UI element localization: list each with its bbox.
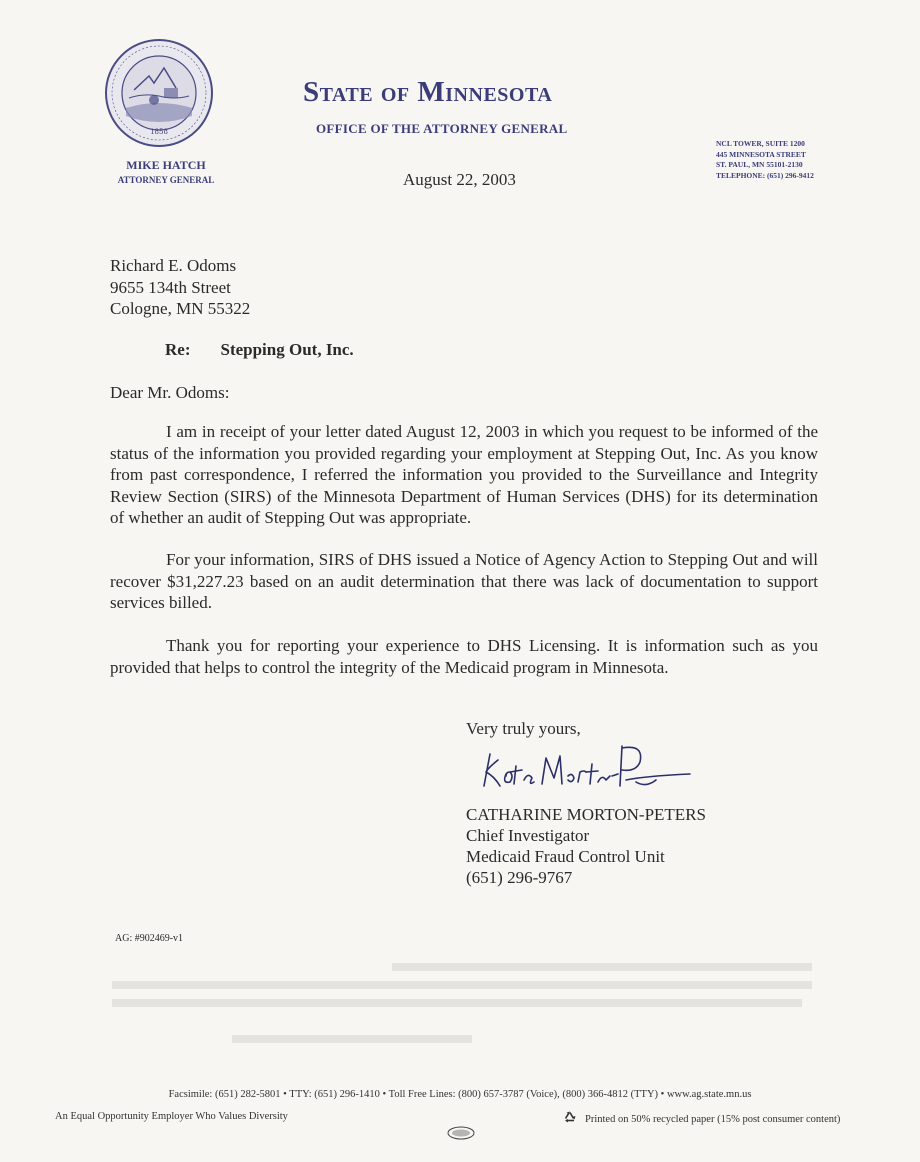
attorney-general-name: MIKE HATCH	[126, 158, 206, 172]
attorney-general-block	[109, 158, 223, 188]
footer-equal-opportunity: An Equal Opportunity Employer Who Values Diversity	[55, 1111, 288, 1122]
footer-recycled	[563, 1111, 840, 1125]
body-paragraph-3: Thank you for reporting your experience to DHS Licensing. It is information such as you provided that helps to control the integrity of the Medicaid program in Minnesota.	[110, 636, 818, 677]
office-address	[716, 139, 814, 181]
re-line	[165, 340, 354, 360]
signer-unit: Medicaid Fraud Control Unit	[466, 847, 665, 866]
reference-code: AG: #902469-v1	[115, 933, 184, 944]
state-seal-icon	[104, 38, 214, 148]
footer-recycled-text: Printed on 50% recycled paper (15% post consumer content)	[585, 1114, 841, 1125]
recycle-icon	[563, 1111, 577, 1125]
recipient-city: Cologne, MN 55322	[110, 299, 251, 318]
re-label: Re:	[165, 340, 191, 359]
letter-date: August 22, 2003	[403, 170, 516, 189]
signer-phone: (651) 296-9767	[466, 868, 573, 887]
signature-icon	[476, 736, 696, 794]
body-paragraph-2: For your information, SIRS of DHS issued a Notice of Agency Action to Stepping Out and will recover $31,227.23 based on an audit determination that there was lack of documentation to support services billed.	[110, 550, 818, 612]
address-line: 445 MINNESOTA STREET	[716, 149, 806, 159]
paper-show-through	[112, 955, 822, 1055]
closing: Very truly yours,	[466, 719, 581, 738]
svg-text:1858: 1858	[150, 128, 168, 136]
recipient-street: 9655 134th Street	[110, 277, 231, 297]
telephone-line: TELEPHONE: (651) 296-9412	[716, 170, 814, 180]
address-line: NCL TOWER, SUITE 1200	[716, 139, 805, 148]
recipient-name: Richard E. Odoms	[110, 256, 237, 275]
salutation: Dear Mr. Odoms:	[110, 383, 230, 402]
signer-title: Chief Investigator	[466, 826, 590, 845]
signer-name: CATHARINE MORTON-PETERS	[466, 805, 706, 824]
address-line: ST. PAUL, MN 55101-2130	[716, 160, 803, 169]
footer-contact: Facsimile: (651) 282-5801 • TTY: (651) 296-1410 • Toll Free Lines: (800) 657-3787 (Voice), (800) 366-4812 (TTY) • www.ag.state.mn.us	[168, 1089, 752, 1100]
office-title: OFFICE OF THE ATTORNEY GENERAL	[316, 121, 568, 136]
recipient-address	[110, 255, 250, 320]
signer-block	[466, 804, 706, 888]
re-subject: Stepping Out, Inc.	[220, 340, 354, 359]
union-bug-icon	[447, 1126, 475, 1140]
attorney-general-title: ATTORNEY GENERAL	[117, 175, 215, 185]
body-paragraph-1: I am in receipt of your letter dated August 12, 2003 in which you request to be informed of the status of the information you provided regarding your employment at Stepping Out, Inc. As you know from past correspondence, I referred the information you provided to the Surveillance and Integrity Review Section (SIRS) of the Minnesota Department of Human Services (DHS) for its determination of whether an audit of Stepping Out was appropriate.	[110, 422, 818, 527]
state-title: State of Minnesota	[303, 76, 553, 108]
